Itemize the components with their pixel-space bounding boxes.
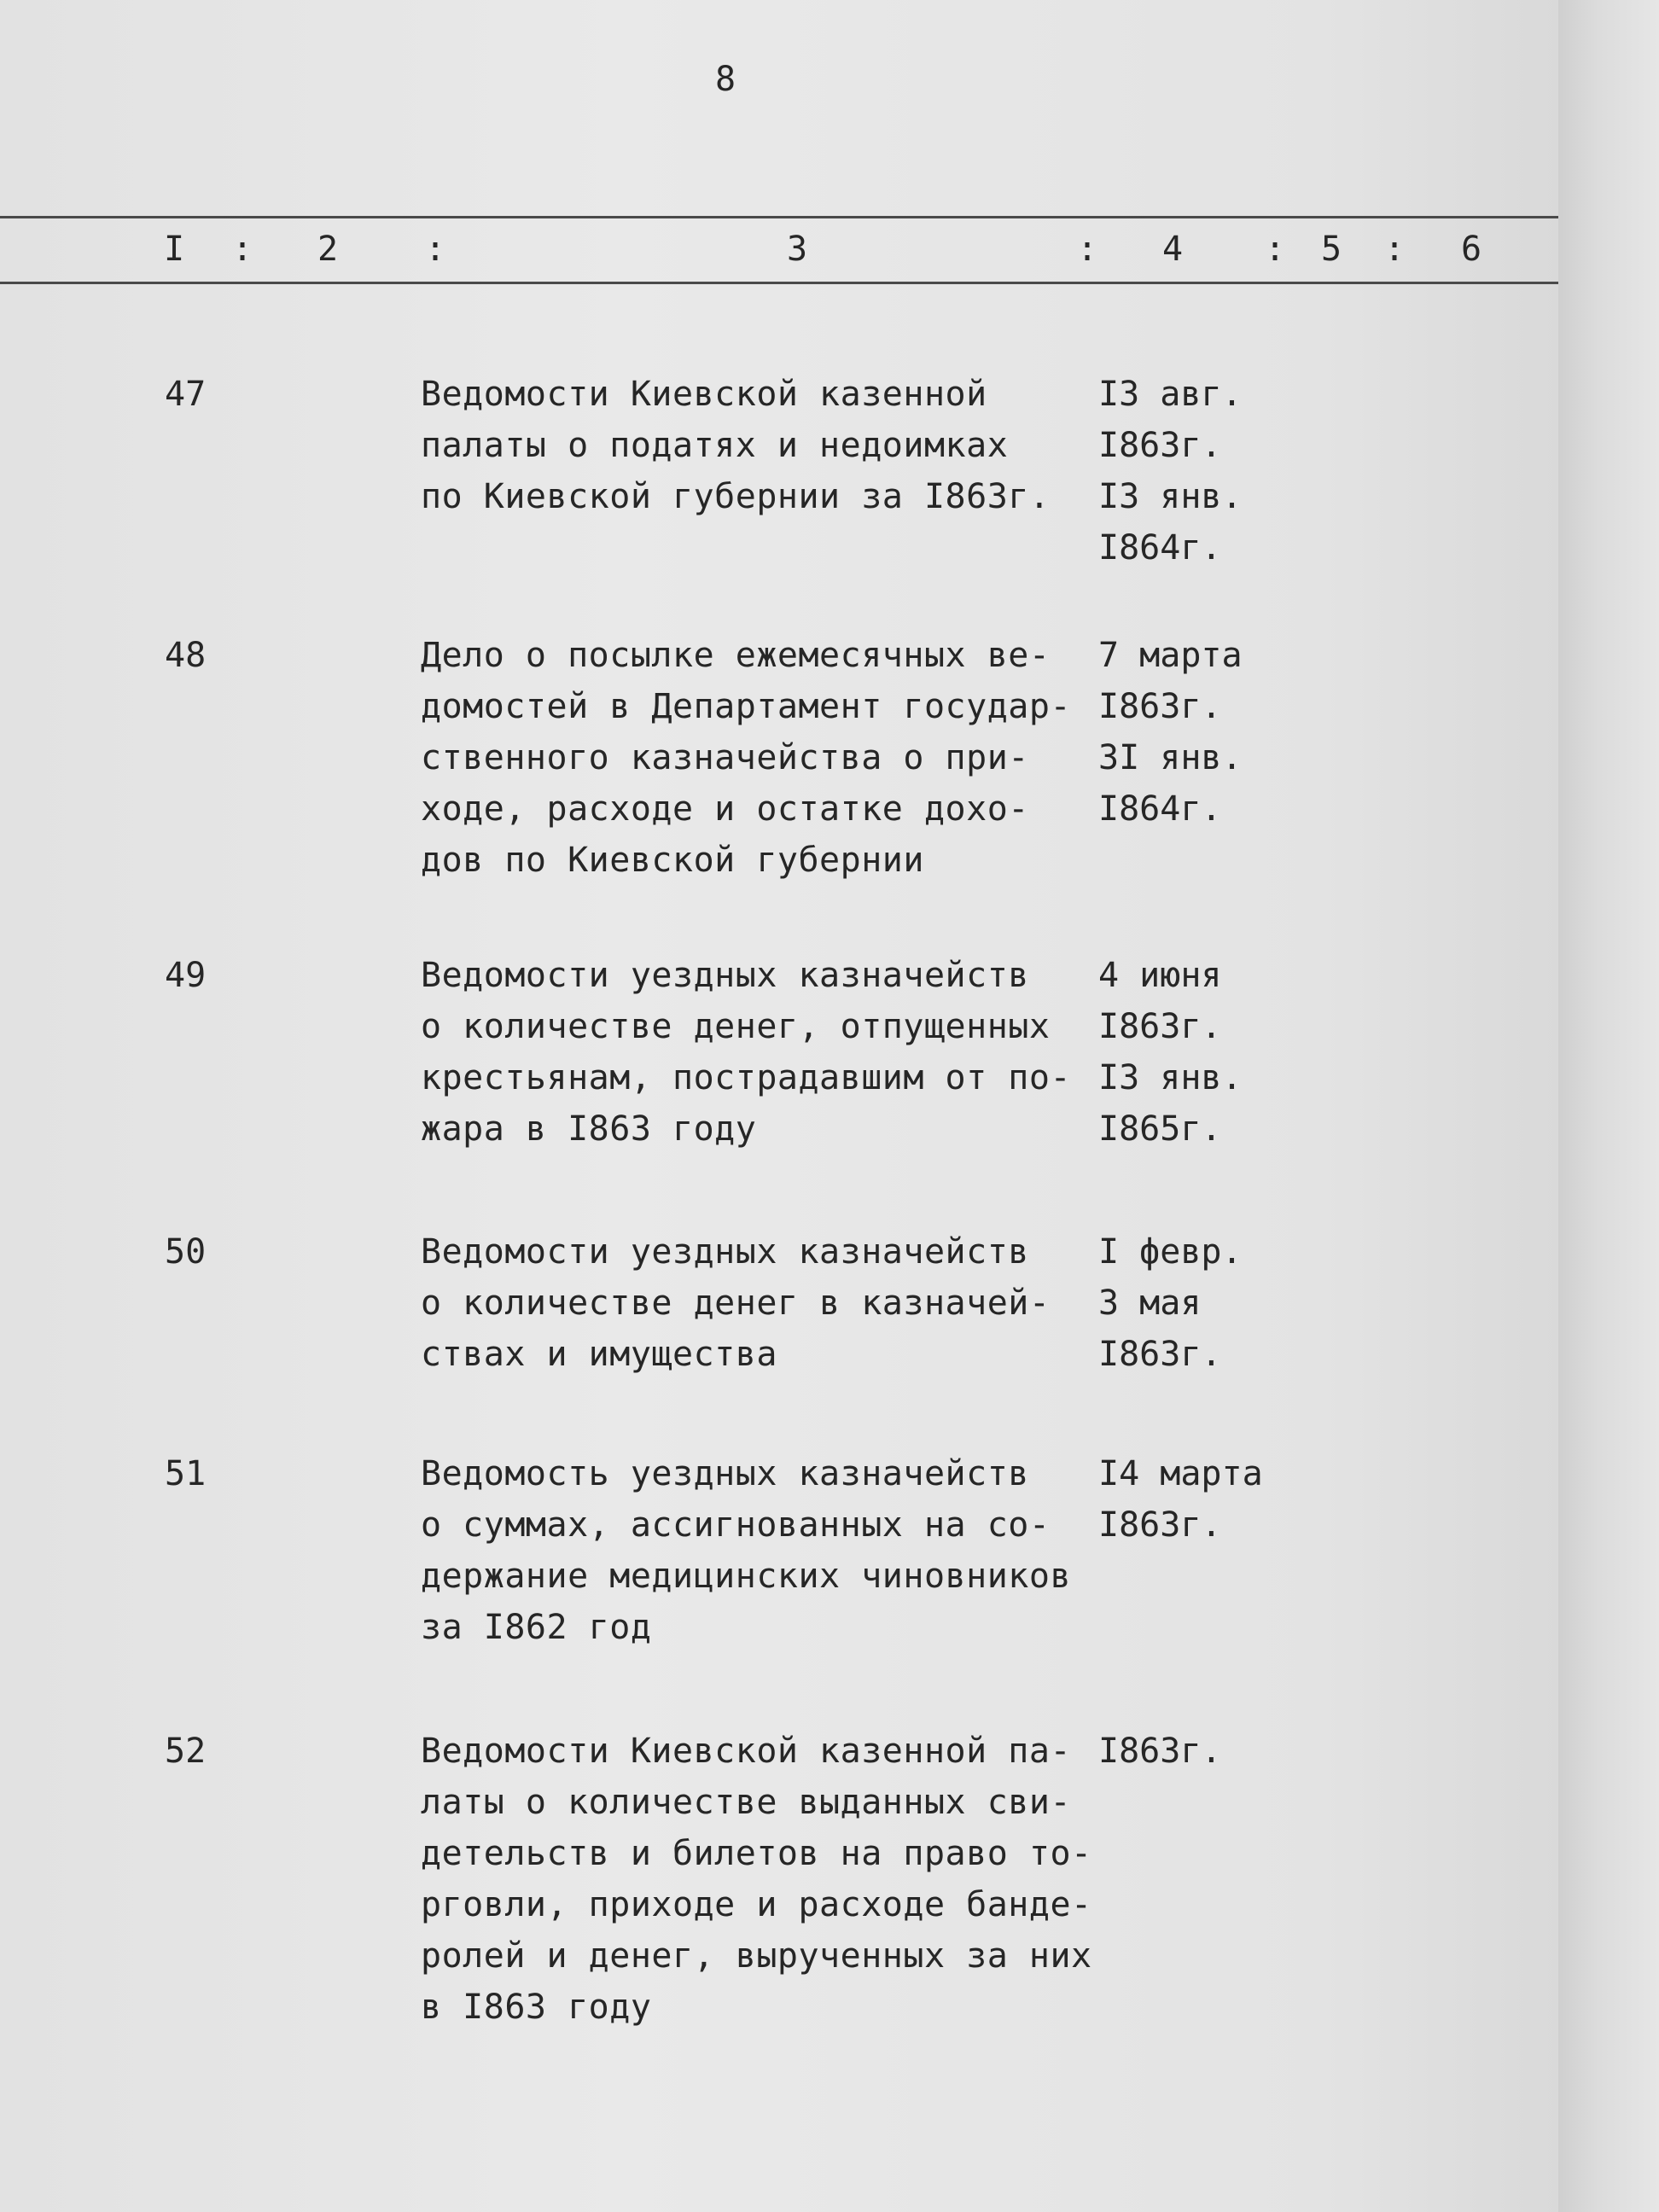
entry-dates: I4 марта I863г. xyxy=(1098,1454,1263,1545)
column-header-5: 5 xyxy=(1321,230,1342,269)
entry-number: 52 xyxy=(165,1732,207,1771)
column-separator: : xyxy=(232,230,253,269)
entry-description: Ведомости Киевской казенной палаты о податях и недоимках по Киевской губернии за I863г. xyxy=(421,375,1051,516)
entry-number: 47 xyxy=(165,375,207,414)
entry-dates: 7 марта I863г. 3I янв. I864г. xyxy=(1098,636,1243,829)
entry-dates: 4 июня I863г. I3 янв. I865г. xyxy=(1098,956,1243,1149)
header-top-rule xyxy=(0,216,1558,218)
entry-dates: I863г. xyxy=(1098,1732,1222,1771)
column-separator: : xyxy=(1265,230,1286,269)
entry-description: Ведомость уездных казначейств о суммах, ассигнованных на со- держание медицинских чиновников за I862 год xyxy=(421,1454,1072,1647)
page-number: 8 xyxy=(715,60,736,99)
column-header-2: 2 xyxy=(317,230,339,269)
column-separator: : xyxy=(1077,230,1098,269)
entry-description: Ведомости уездных казначейств о количестве денег, отпущенных крестьянам, пострадавшим от по- жара в I863 году xyxy=(421,956,1072,1149)
entry-description: Ведомости уездных казначейств о количестве денег в казначей- ствах и имущества xyxy=(421,1232,1051,1374)
column-separator: : xyxy=(1384,230,1406,269)
paper-edge xyxy=(1558,0,1659,2212)
header-bottom-rule xyxy=(0,282,1558,284)
entry-number: 51 xyxy=(165,1454,207,1493)
entry-dates: I3 авг. I863г. I3 янв. I864г. xyxy=(1098,375,1243,568)
entry-number: 50 xyxy=(165,1232,207,1272)
entry-number: 48 xyxy=(165,636,207,675)
column-header-6: 6 xyxy=(1461,230,1482,269)
column-header-1: I xyxy=(164,230,185,269)
column-header-3: 3 xyxy=(787,230,808,269)
entry-description: Ведомости Киевской казенной па- латы о количестве выданных сви- детельств и билетов на право то- рговли, приходе и расходе банде- ролей и денег, вырученных за них в I863 году xyxy=(421,1732,1092,2027)
entry-dates: I февр. 3 мая I863г. xyxy=(1098,1232,1243,1374)
entry-description: Дело о посылке ежемесячных ве- домостей в Департамент государ- ственного казначейства о при- ходе, расходе и остатке дохо- дов по Киевской губернии xyxy=(421,636,1072,880)
column-header-4: 4 xyxy=(1162,230,1184,269)
column-separator: : xyxy=(425,230,446,269)
entry-number: 49 xyxy=(165,956,207,995)
